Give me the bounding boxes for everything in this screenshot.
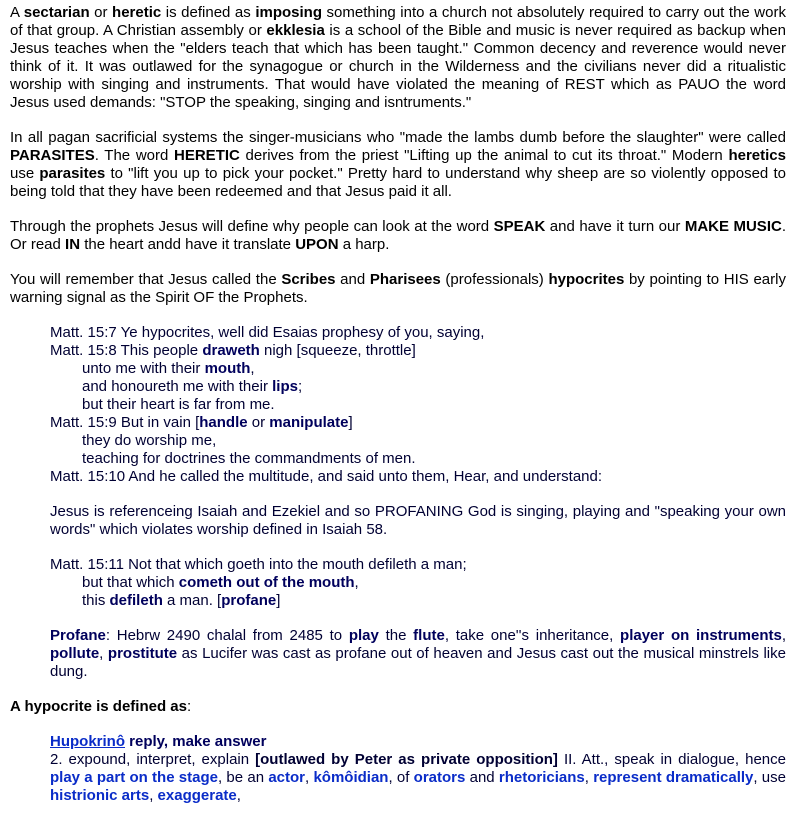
definition-body — [50, 751, 786, 805]
text-run: prostitute — [107, 645, 178, 662]
text-run: . The word — [94, 147, 175, 164]
text-run: manipulate — [269, 414, 349, 431]
verse-line — [50, 324, 786, 342]
text-run: : — [187, 698, 192, 715]
text-run: heretic — [112, 4, 162, 21]
text-run: UPON — [295, 236, 339, 253]
text-run: SPEAK — [493, 218, 546, 235]
text-run: derives from the priest "Lifting up the animal to cut its throat." Modern — [239, 147, 729, 164]
text-run: this — [82, 592, 110, 609]
text-run: ] — [348, 414, 353, 431]
text-run: IN — [65, 236, 81, 253]
text-run: handle — [199, 414, 248, 431]
text-run: is defined as — [161, 4, 256, 21]
text-run: defileth — [109, 592, 163, 609]
text-run: , — [250, 360, 255, 377]
text-run: 2. expound, interpret, explain — [50, 751, 256, 768]
text-run: ; — [297, 378, 303, 395]
text-run: kômôidian — [313, 769, 389, 786]
text-run: they do worship me, — [82, 432, 217, 449]
lexicon-link[interactable]: Hupokrinô — [50, 733, 125, 750]
text-run: , be an — [218, 769, 269, 786]
text-run: as Lucifer was cast as profane out of heaven and Jesus cast out the musical minstrels like dung. — [50, 645, 786, 680]
text-run: , — [305, 769, 314, 786]
text-run: represent dramatically — [593, 769, 754, 786]
text-run: (professionals) — [440, 271, 549, 288]
text-run: II. Att., speak in dialogue, hence — [557, 751, 786, 768]
text-run: histrionic arts — [50, 787, 150, 804]
verse-line — [50, 432, 786, 450]
text-run: Pharisees — [369, 271, 441, 288]
text-run: exaggerate — [157, 787, 237, 804]
text-run: use — [10, 165, 40, 182]
text-run: , of — [388, 769, 414, 786]
scripture-quote-matt-15-11 — [10, 556, 786, 610]
text-run: Through the prophets Jesus will define why people can look at the word — [10, 218, 494, 235]
text-run: to "lift you up to pick your pocket." Pretty hard to understand why sheep are so violently opposed to being told that they have been redeemed and that Jesus paid it all. — [10, 165, 786, 200]
text-run: but that which — [82, 574, 179, 591]
text-run: Matt. 15:7 Ye hypocrites, well did Esaias prophesy of you, saying, — [50, 324, 485, 341]
text-run: play — [348, 627, 379, 644]
text-run: hypocrites — [548, 271, 625, 288]
paragraph-isaiah-ezekiel — [10, 503, 786, 539]
text-run: , — [99, 645, 108, 662]
verse-line — [50, 414, 786, 432]
text-run: the — [378, 627, 414, 644]
paragraph-profane-definition — [10, 627, 786, 681]
text-run: unto me with their — [82, 360, 205, 377]
text-run: Profane — [50, 627, 106, 644]
text-run: , — [149, 787, 158, 804]
text-run: and honoureth me with their — [82, 378, 273, 395]
verse-line — [50, 450, 786, 468]
verse-line — [50, 378, 786, 396]
text-run: Matt. 15:11 Not that which goeth into the mouth defileth a man; — [50, 556, 467, 573]
text-run: is a school of the Bible and music is never required as backup when Jesus teaches when the "elders teach that which has been taught." Common decency and reverence would never think of it. It was outlawed for the synagogue or church in the Wilderness and the civilians never did a ritualistic worship with singing and instruments. That would have violated the meaning of REST which as PAUO the word Jesus used demands: "STOP the speaking, singing and isntruments." — [10, 22, 786, 111]
text-run: , — [236, 787, 241, 804]
text-run: or — [89, 4, 113, 21]
paragraph-parasites — [10, 129, 786, 201]
text-run: mouth — [204, 360, 251, 377]
text-run: MAKE MUSIC — [684, 218, 782, 235]
text-run: pollute — [50, 645, 100, 662]
text-run: the heart andd have it translate — [80, 236, 296, 253]
text-run: lips — [272, 378, 298, 395]
verse-line — [50, 592, 786, 610]
text-run: PARASITES — [10, 147, 95, 164]
definition-headword-line — [50, 733, 786, 751]
text-run: , use — [753, 769, 786, 786]
text-run: a harp. — [338, 236, 390, 253]
verse-line — [50, 396, 786, 414]
verse-line — [50, 360, 786, 378]
text-run: imposing — [255, 4, 322, 21]
text-run: [outlawed by Peter as private opposition] — [255, 751, 558, 768]
text-run: You will remember that Jesus called the — [10, 271, 282, 288]
text-run: Matt. 15:9 But in vain [ — [50, 414, 200, 431]
text-run: sectarian — [23, 4, 90, 21]
text-run: Matt. 15:10 And he called the multitude, and said unto them, Hear, and understand: — [50, 468, 603, 485]
text-run: orators — [413, 769, 466, 786]
text-run: ] — [276, 592, 281, 609]
text-run: ekklesia — [266, 22, 325, 39]
text-run: , — [584, 769, 594, 786]
paragraph-hypocrites — [10, 271, 786, 307]
text-run: nigh [squeeze, throttle] — [259, 342, 416, 359]
text-run: In all pagan sacrificial systems the singer-musicians who "made the lambs dumb before the slaughter" were called — [10, 129, 786, 146]
text-run: something into a church not absolutely required to carry out the work of that group. A Christian assembly or — [10, 4, 786, 39]
text-run: but their heart is far from me. — [82, 396, 275, 413]
text-run: play a part on the stage — [50, 769, 218, 786]
text-run: A — [10, 4, 24, 21]
text-run: . Or read — [10, 218, 786, 253]
text-run: reply, make answer — [125, 733, 267, 750]
verse-line — [50, 342, 786, 360]
text-run: teaching for doctrines the commandments of men. — [82, 450, 416, 467]
scripture-quote-matt-15-7-10 — [10, 324, 786, 486]
verse-line — [50, 468, 786, 486]
heading-hypocrite-definition — [10, 698, 786, 716]
text-run: a man. [ — [162, 592, 222, 609]
verse-line — [50, 556, 786, 574]
text-run: cometh out of the mouth — [178, 574, 355, 591]
text-run: : Hebrw 2490 chalal from 2485 to — [105, 627, 349, 644]
text-run: by pointing to HIS early warning signal as the Spirit OF the Prophets. — [10, 271, 786, 306]
verse-line — [50, 574, 786, 592]
text-run: and — [465, 769, 499, 786]
text-run: player on instruments — [620, 627, 782, 644]
definition-hupokrino — [10, 733, 786, 805]
text-run: Scribes — [281, 271, 336, 288]
text-run: , — [781, 627, 787, 644]
text-run: and have it turn our — [545, 218, 685, 235]
text-run: profane — [221, 592, 277, 609]
text-run: and — [335, 271, 370, 288]
text-run: draweth — [202, 342, 260, 359]
paragraph-speak-make-music — [10, 218, 786, 254]
text-run: Jesus is referenceing Isaiah and Ezekiel and so PROFANING God is singing, playing and "speaking your own words" which violates worship defined in Isaiah 58. — [50, 503, 786, 538]
text-run: flute — [413, 627, 445, 644]
text-run: parasites — [39, 165, 106, 182]
text-run: , — [354, 574, 359, 591]
text-run: or — [247, 414, 270, 431]
text-run: actor — [268, 769, 305, 786]
text-run: rhetoricians — [498, 769, 585, 786]
text-run: Matt. 15:8 This people — [50, 342, 203, 359]
text-run: HERETIC — [174, 147, 240, 164]
text-run: heretics — [728, 147, 786, 164]
text-run: A hypocrite is defined as — [10, 698, 187, 715]
paragraph-sectarian-definition — [10, 4, 786, 112]
text-run: , take one''s inheritance, — [444, 627, 621, 644]
